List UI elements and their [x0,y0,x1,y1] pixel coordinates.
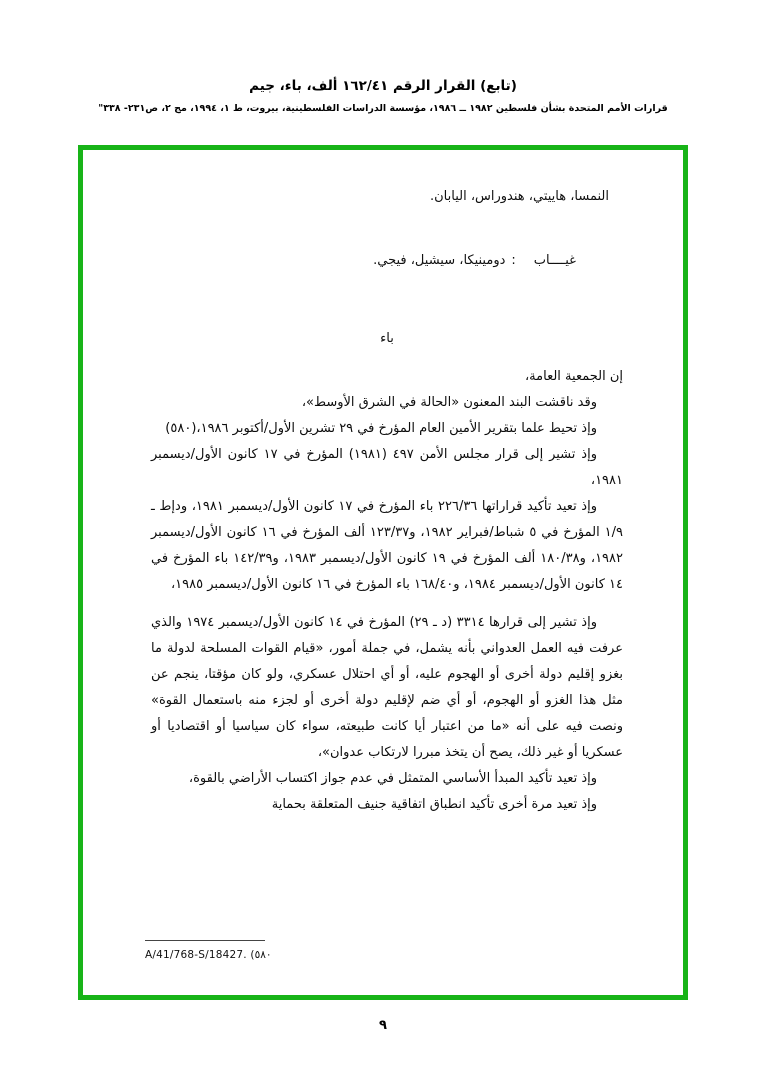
footnote [145,940,355,961]
section-letter: باء [380,331,394,346]
spacer [151,300,623,326]
paragraph-1: وقد ناقشت البند المعنون «الحالة في الشرق الأوسط»، [301,395,597,410]
absence-colon: : [511,253,516,268]
absence-value: دومينيكا، سيشيل، فيجي. [373,253,506,268]
paragraph-6: وإذ تعيد تأكيد المبدأ الأساسي المتمثل في عدم جواز اكتساب الأراضي بالقوة، [188,771,597,786]
footnote-reference: A/41/768-S/18427. (٥٨٠ [145,949,272,961]
header-title: (تابع) القرار الرقم ١٦٢/٤١ ألف، باء، جيم [249,78,517,94]
page-header [0,78,766,114]
paragraph-4: وإذ تعيد تأكيد قراراتها ٢٢٦/٣٦ باء المؤرخ في ١٧ كانون الأول/ديسمبر ١٩٨١، ودإط ـ ١/٩ المؤرخ في ٥ شباط/فبراير ١٩٨٢، و١٢٣/٣٧ ألف المؤرخ في ١٦ كانون الأول/ديسمبر ١٩٨٢، و١٨٠/٣٨ ألف المؤرخ في ١٩ كانون الأول/ديسمبر ١٩٨٣، و١٤٢/٣٩ باء المؤرخ في ١٤ كانون الأول/ديسمبر ١٩٨٤، و١٦٨/٤٠ باء المؤرخ في ١٦ كانون الأول/ديسمبر ١٩٨٥، [151,499,624,592]
absence-row [151,222,623,300]
footnote-divider [145,940,265,941]
header-source-citation: قرارات الأمم المتحدة بشأن فلسطين ١٩٨٢ ــ ١٩٨٦، مؤسسة الدراسات الفلسطينية، بيروت، ط ١، ١٩٩٤، مج ٢، ص٢٣١- ٣٣٨" [98,103,668,114]
spacer [151,210,623,222]
green-border-frame [78,145,688,1000]
absence-label: غيــــاب [533,253,576,268]
page-number: ٩ [379,1018,387,1033]
delegation-roster-line: النمسا، هاييتي، هندوراس، اليابان. [429,189,609,204]
paragraph-2: وإذ تحيط علما بتقرير الأمين العام المؤرخ في ٢٩ تشرين الأول/أكتوبر ١٩٨٦،(٥٨٠) [165,421,597,436]
spacer [151,598,623,610]
paragraph-3: وإذ تشير إلى قرار مجلس الأمن ٤٩٧ (١٩٨١) المؤرخ في ١٧ كانون الأول/ديسمبر ١٩٨١، [151,447,623,488]
paragraph-5: وإذ تشير إلى قرارها ٣٣١٤ (د ـ ٢٩) المؤرخ في ١٤ كانون الأول/ديسمبر ١٩٧٤ والذي عرفت فيه العمل العدواني بأنه يشمل، في جملة أمور، «قيام القوات المسلحة لدولة ما بغزو إقليم دولة أخرى أو الهجوم عليه، أو أي احتلال عسكري، ولو كان مؤقتا، ينجم عن مثل هذا الغزو أو الهجوم، أو أي ضم لإقليم دولة أخرى أو لجزء منه باستعمال القوة» ونصت فيه على أنه «ما من اعتبار أيا كانت طبيعته، سواء كان سياسيا أو اقتصاديا أو عسكريا أو غير ذلك، يصح أن يتخذ مبررا لارتكاب عدوان»، [151,615,623,760]
paragraph-7: وإذ تعيد مرة أخرى تأكيد انطباق اتفاقية جنيف المتعلقة بحماية [271,797,597,812]
spacer [151,352,623,364]
opening-clause: إن الجمعية العامة، [524,369,623,384]
document-body [83,184,683,995]
